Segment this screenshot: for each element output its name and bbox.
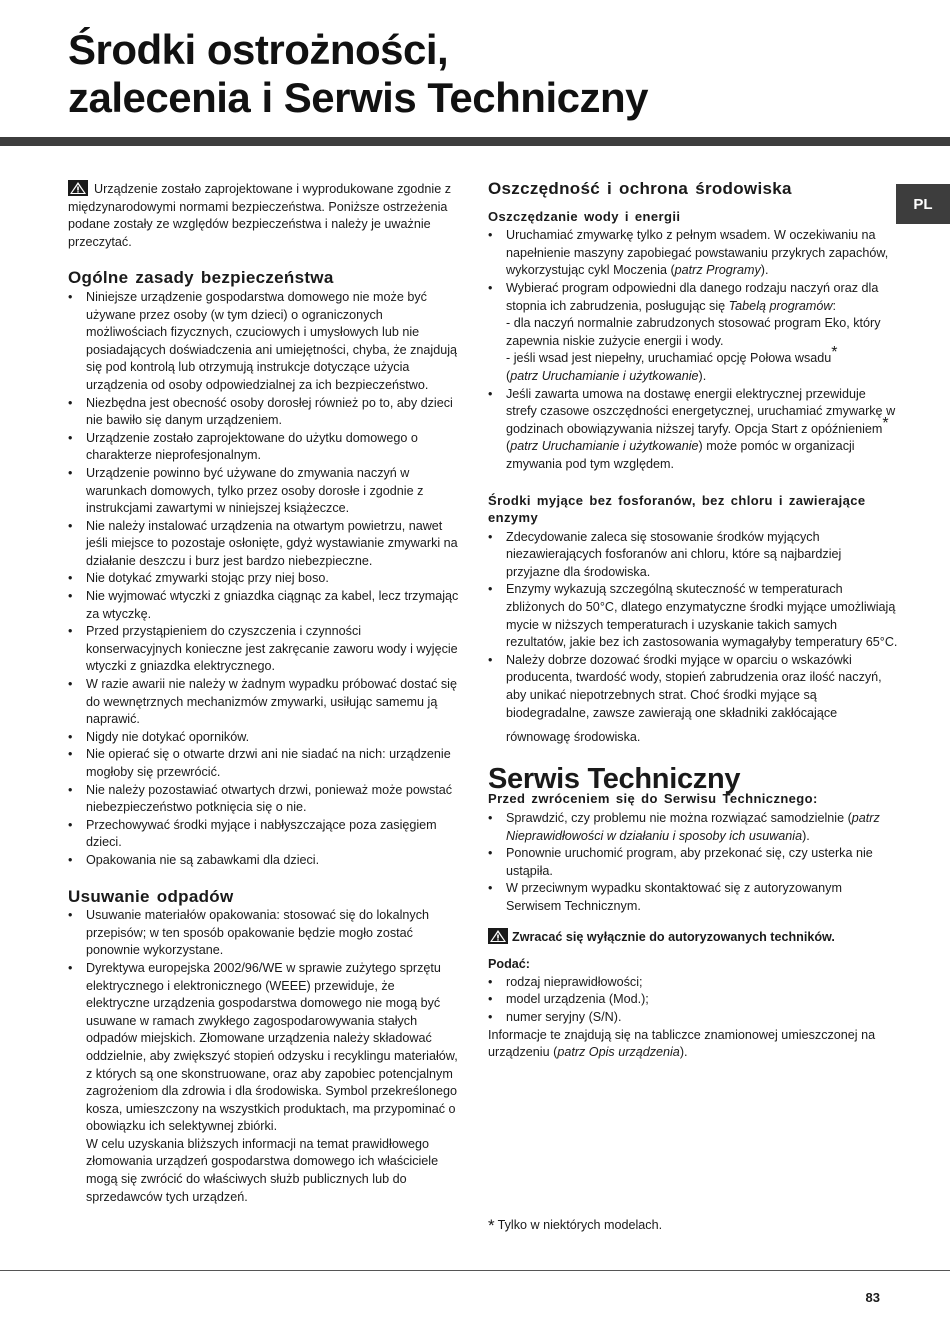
list-item: • Nigdy nie dotykać oporników.	[68, 729, 460, 747]
language-tab: PL	[896, 184, 950, 224]
disposal-heading: Usuwanie odpadów	[68, 886, 234, 906]
list-item: • Wybierać program odpowiedni dla danego rodzaju naczyń oraz dla stopnia ich zabrudzenia, posługując się Tabelą programów: - dla naczyń normalnie zabrudzonych stosować program Eko, który zapewnia niskie zużycie energii i wody. - jeśli wsad jest niepełny, uruchamiać opcję Połowa wsadu* (patrz Uruchamianie i użytkowanie).	[488, 280, 898, 386]
list-item: • Nie opierać się o otwarte drzwi ani nie siadać na nich: urządzenie mogłoby się przewrócić.	[68, 746, 460, 781]
detergent-heading: Środki myjące bez fosforanów, bez chloru i zawierające enzymy	[488, 492, 866, 526]
list-item: • model urządzenia (Mod.);	[488, 991, 898, 1009]
footer-divider	[0, 1270, 950, 1271]
list-item	[68, 960, 460, 1206]
disposal-list	[68, 907, 460, 1206]
page-number: 83	[865, 1290, 880, 1305]
rating-plate-info: Informacje te znajdują się na tabliczce znamionowej umieszczonej na urządzeniu (patrz Opis urządzenia).	[488, 1027, 876, 1060]
footnote-marker: *	[488, 1216, 495, 1235]
reference-link: patrz Nieprawidłowości w działaniu i sposoby ich usuwania	[506, 811, 880, 843]
list-item: • Nie dotykać zmywarki stojąc przy niej boso.	[68, 570, 460, 588]
general-safety-heading: Ogólne zasady bezpieczeństwa	[68, 268, 334, 288]
warning-triangle-icon	[68, 180, 88, 196]
list-item: • W razie awarii nie należy w żadnym wypadku próbować dostać się do wewnętrznych mechanizmów zmywarki, usiłując samemu ją naprawić.	[68, 676, 460, 729]
warning-triangle-icon	[488, 928, 508, 944]
list-item: • numer seryjny (S/N).	[488, 1009, 898, 1027]
list-item: • Niniejsze urządzenie gospodarstwa domowego nie może być używane przez osoby (w tym dzieci) o ograniczonych możliwościach fizycznych, czuciowych i umysłowych lub nie posiadających doświadczenia ani umiejętności, chyba, że znajdują się pod kontrolą lub otrzymują instrukcje dotyczące użycia urządzenia od osoby odpowiedzialnej za ich bezpieczeństwo.	[68, 289, 460, 395]
sub-item: - dla naczyń normalnie zabrudzonych stosować program Eko, który zapewnia niskie zużycie energii i wody.	[506, 316, 881, 348]
sub-item: - jeśli wsad jest niepełny, uruchamiać opcję Połowa wsadu* (patrz Uruchamianie i użytkowanie).	[506, 344, 838, 383]
footnote-text: Tylko w niektórych modelach.	[497, 1218, 663, 1232]
list-item: • Enzymy wykazują szczególną skuteczność w temperaturach zbliżonych do 50°C, dlatego enzymatyczne środki myjące umożliwiają mycie w niższych temperaturach i uzyskanie takich samych rezultatów, jakie bez ich zastosowania wymagałyby temperatury 65°C.	[488, 581, 898, 651]
intro-paragraph	[68, 180, 460, 251]
service-heading: Serwis Techniczny	[488, 762, 741, 795]
provide-heading: Podać:	[488, 957, 530, 972]
list-item: • Nie należy pozostawiać otwartych drzwi, ponieważ może powstać niebezpieczeństwo potknięcia się o nie.	[68, 782, 460, 817]
weee-directive-text: • Dyrektywa europejska 2002/96/WE w sprawie zużytego sprzętu elektrycznego i elektronicznego (WEEE) przewiduje, że elektryczne urządzenia gospodarstwa domowego nie mogą być usuwane w ramach zwykłego zagospodarowywania stałych odpadów miejskich. Złomowane urządzenia należy składować oddzielnie, aby zwiększyć stopień odzysku i recyklingu materiałów, z których są one skonstruowane, oraz aby zapobiec potencjalnym zagrożeniom dla zdrowia i dla środowiska. Symbol przekreślonego kosza, umieszczony na wszystkich produktach, ma przypominać o obowiązku ich selektywnej zbiórki.	[86, 960, 458, 1134]
list-item: • Niezbędna jest obecność osoby dorosłej również po to, aby dzieci nie bawiło się danym urządzeniem.	[68, 395, 460, 430]
list-item: • Urządzenie powinno być używane do zmywania naczyń w warunkach domowych, tylko przez osoby dorosłe i zgodnie z instrukcjami zawartymi w niniejszej książeczce.	[68, 465, 460, 518]
list-item: • Przed przystąpieniem do czyszczenia i czynności konserwacyjnych konieczne jest zakręcanie zaworu wody i wyjęcie wtyczki z gniazdka elektrycznego.	[68, 623, 460, 676]
list-item: • Ponownie uruchomić program, aby przekonać się, czy usterka nie ustąpiła.	[488, 845, 898, 880]
eco-heading: Oszczędność i ochrona środowiska	[488, 179, 792, 198]
provide-list	[488, 974, 898, 1027]
footnote	[488, 1216, 662, 1236]
right-column	[488, 180, 898, 1062]
general-safety-list	[68, 289, 460, 870]
service-list	[488, 810, 898, 916]
list-item: • Przechowywać środki myjące i nabłyszczające poza zasięgiem dzieci.	[68, 817, 460, 852]
left-column	[68, 180, 460, 1206]
detergent-tail: równowagę środowiska.	[506, 730, 641, 745]
service-subheading: Przed zwróceniem się do Serwisu Technicznego:	[488, 791, 818, 807]
list-item: • Uruchamiać zmywarkę tylko z pełnym wsadem. W oczekiwaniu na napełnienie maszyny zapobiegać powstawaniu przykrych zapachów, wykorzystując cykl Moczenia (patrz Programy).	[488, 227, 898, 280]
list-item: • Zdecydowanie zaleca się stosowanie środków myjących niezawierających fosforanów ani chloru, które są najbardziej przyjazne dla środowiska.	[488, 529, 898, 582]
title-line-2: zalecenia i Serwis Techniczny	[68, 74, 648, 121]
reference-link: patrz Programy	[674, 263, 761, 278]
footnote-marker: *	[882, 414, 889, 432]
list-item: • rodzaj nieprawidłowości;	[488, 974, 898, 992]
page-title	[68, 26, 648, 122]
reference-link: patrz Uruchamianie i użytkowanie	[510, 368, 699, 383]
list-item: • Opakowania nie są zabawkami dla dzieci.	[68, 852, 460, 870]
footnote-marker: *	[831, 344, 838, 362]
list-item: • W przeciwnym wypadku skontaktować się z autoryzowanym Serwisem Technicznym.	[488, 880, 898, 915]
header-divider-bar	[0, 137, 950, 146]
authorized-technicians-warning: Zwracać się wyłącznie do autoryzowanych techników.	[488, 928, 898, 947]
weee-info-text: W celu uzyskania bliższych informacji na temat prawidłowego złomowania urządzeń gospodarstwa domowego ich właściciele mogą się zwrócić do właściwych służb publicznych lub do sprzedawców tych urządzeń.	[86, 1136, 439, 1204]
list-item: • Nie należy instalować urządzenia na otwartym powietrzu, nawet jeśli miejsce to pozostaje osłonięte, gdyż wystawianie zmywarki na działanie deszczu i burz jest bardzo niebezpieczne.	[68, 518, 460, 571]
list-item: • Urządzenie zostało zaprojektowane do użytku domowego o charakterze nieprofesjonalnym.	[68, 430, 460, 465]
title-line-1: Środki ostrożności,	[68, 26, 449, 73]
list-item: • Należy dobrze dozować środki myjące w oparciu o wskazówki producenta, twardość wody, stopień zabrudzenia oraz ilość naczyń, aby unikać niepotrzebnych strat. Choć środki myjące są biodegradalne, zawsze zawierają one składniki zakłócające	[488, 652, 898, 722]
detergent-list	[488, 529, 898, 723]
reference-link: Tabelą programów	[728, 298, 833, 313]
reference-link: patrz Opis urządzenia	[557, 1045, 680, 1060]
water-energy-list	[488, 227, 898, 473]
intro-text: Urządzenie zostało zaprojektowane i wyprodukowane zgodnie z międzynarodowymi normami bezpieczeństwa. Poniższe ostrzeżenia podane zostały ze względów bezpieczeństwa i należy je uważnie przeczytać.	[68, 182, 452, 249]
list-item: • Usuwanie materiałów opakowania: stosować się do lokalnych przepisów; w ten sposób opakowanie będzie mogło zostać ponownie wykorzystane.	[68, 907, 460, 960]
list-item: • Nie wyjmować wtyczki z gniazdka ciągnąc za kabel, lecz trzymając za wtyczkę.	[68, 588, 460, 623]
list-item: • Sprawdzić, czy problemu nie można rozwiązać samodzielnie (patrz Nieprawidłowości w działaniu i sposoby ich usuwania).	[488, 810, 898, 845]
water-energy-heading: Oszczędzanie wody i energii	[488, 208, 681, 224]
list-item: • Jeśli zawarta umowa na dostawę energii elektrycznej przewiduje strefy czasowe oszczędności energetycznej, uruchamiać zmywarkę w godzinach obowiązywania niższej taryfy. Opcja Start z opóźnieniem* (patrz Uruchamianie i użytkowanie) może pomóc w organizacji zmywania pod tym względem.	[488, 386, 898, 474]
reference-link: patrz Uruchamianie i użytkowanie	[510, 439, 699, 454]
